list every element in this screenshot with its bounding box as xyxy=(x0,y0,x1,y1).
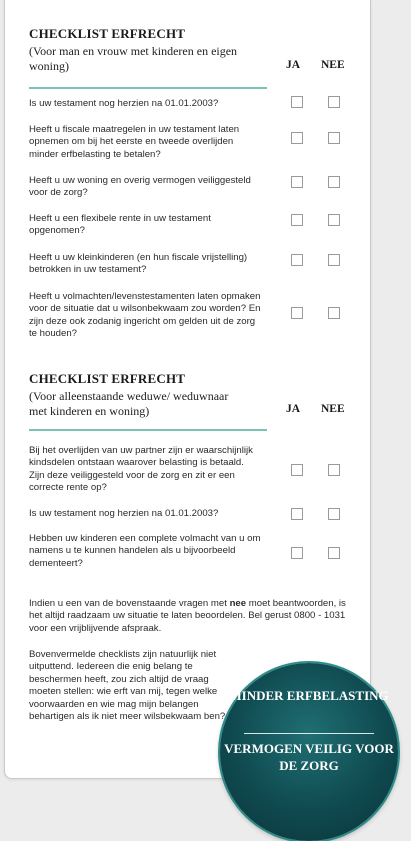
question-1-1: Is uw testament nog herzien na 01.01.2003? xyxy=(29,98,219,109)
checkbox-ja-2-1[interactable] xyxy=(291,464,303,476)
closing-note: Bovenvermelde checklists zijn natuurlijk niet uitputtend. Iedereen die enig belang te beschermen heeft, zou zich altijd de vraag moeten stellen: wie erft van mij, tegen welke voorwaarden en wie mag mijn belangen behartigen als ik niet meer wilsbekwaam ben? xyxy=(29,649,226,723)
question-1-6: Heeft u volmachten/levenstestamenten laten opmaken voor de situatie dat u wilsonbekwaam zou worden? En zijn deze ook zodanig ingericht om gelden uit de zorg te houden? xyxy=(29,291,261,340)
question-2-1: Bij het overlijden van uw partner zijn er waarschijnlijk kindsdelen ontstaan waarover belasting is betaald. Zijn deze veiliggesteld voor de zorg en zit er een correcte rente op? xyxy=(29,445,253,494)
question-1-3: Heeft u uw woning en overig vermogen veiliggesteld voor de zorg? xyxy=(29,175,251,199)
checkbox-ja-2-2[interactable] xyxy=(291,508,303,520)
checkbox-ja-1-1[interactable] xyxy=(291,96,303,108)
checkbox-ja-1-2[interactable] xyxy=(291,132,303,144)
question-1-5: Heeft u uw kleinkinderen (en hun fiscale vrijstelling) betrokken in uw testament? xyxy=(29,252,248,276)
checkbox-nee-2-1[interactable] xyxy=(328,464,340,476)
section-2-title: CHECKLIST ERFRECHT xyxy=(29,371,186,386)
checklist-section-2 xyxy=(29,371,351,569)
question-2-3: Hebben uw kinderen een complete volmacht van u om namens u te kunnen handelen als u bijvoorbeeld dementeert? xyxy=(29,533,261,569)
question-1-2: Heeft u fiscale maatregelen in uw testament laten opnemen om bij het eerste en tweede overlijden minder erfbelasting te betalen? xyxy=(29,124,240,160)
column-header-ja: JA xyxy=(286,59,301,71)
badge-line-2: VERMOGEN VEILIG VOOR DE ZORG xyxy=(224,741,394,773)
checkbox-ja-1-5[interactable] xyxy=(291,254,303,266)
advice-text-start: Indien u een van de bovenstaande vragen met xyxy=(29,598,230,609)
question-1-4: Heeft u een flexibele rente in uw testament opgenomen? xyxy=(29,213,211,237)
advice-paragraph xyxy=(29,598,349,635)
checkbox-nee-1-2[interactable] xyxy=(328,132,340,144)
checklist-section-1 xyxy=(29,26,351,340)
badge-line-1: MINDER ERFBELASTING xyxy=(229,688,389,703)
advice-text-end: moet beantwoorden, is het altijd raadzaam uw situatie te laten beoordelen. Bel gerust 0800 - 1031 voor een vrijblijvende afspraak. xyxy=(29,598,346,634)
checkbox-nee-1-6[interactable] xyxy=(328,307,340,319)
advice-text-bold: nee xyxy=(229,598,247,609)
badge-divider xyxy=(244,733,374,734)
checkbox-nee-1-4[interactable] xyxy=(328,214,340,226)
checkbox-ja-2-3[interactable] xyxy=(291,547,303,559)
checkbox-nee-2-3[interactable] xyxy=(328,547,340,559)
checkbox-nee-1-1[interactable] xyxy=(328,96,340,108)
checkbox-nee-1-5[interactable] xyxy=(328,254,340,266)
section-2-divider xyxy=(29,429,267,431)
checkbox-nee-2-2[interactable] xyxy=(328,508,340,520)
column-header-nee: NEE xyxy=(321,59,345,71)
checklist-card xyxy=(4,0,371,779)
section-1-title: CHECKLIST ERFRECHT xyxy=(29,26,186,41)
section-1-divider xyxy=(29,87,267,89)
checkbox-ja-1-6[interactable] xyxy=(291,307,303,319)
checkbox-ja-1-3[interactable] xyxy=(291,176,303,188)
badge-seal xyxy=(220,663,398,841)
column-header-nee-2: NEE xyxy=(321,403,345,415)
checkbox-nee-1-3[interactable] xyxy=(328,176,340,188)
question-2-2: Is uw testament nog herzien na 01.01.2003? xyxy=(29,508,219,519)
section-1-subtitle: (Voor man en vrouw met kinderen en eigen woning) xyxy=(29,44,238,73)
column-header-ja-2: JA xyxy=(286,403,301,415)
section-2-subtitle: (Voor alleenstaande weduwe/ weduwnaar met kinderen en woning) xyxy=(29,389,229,418)
checkbox-ja-1-4[interactable] xyxy=(291,214,303,226)
